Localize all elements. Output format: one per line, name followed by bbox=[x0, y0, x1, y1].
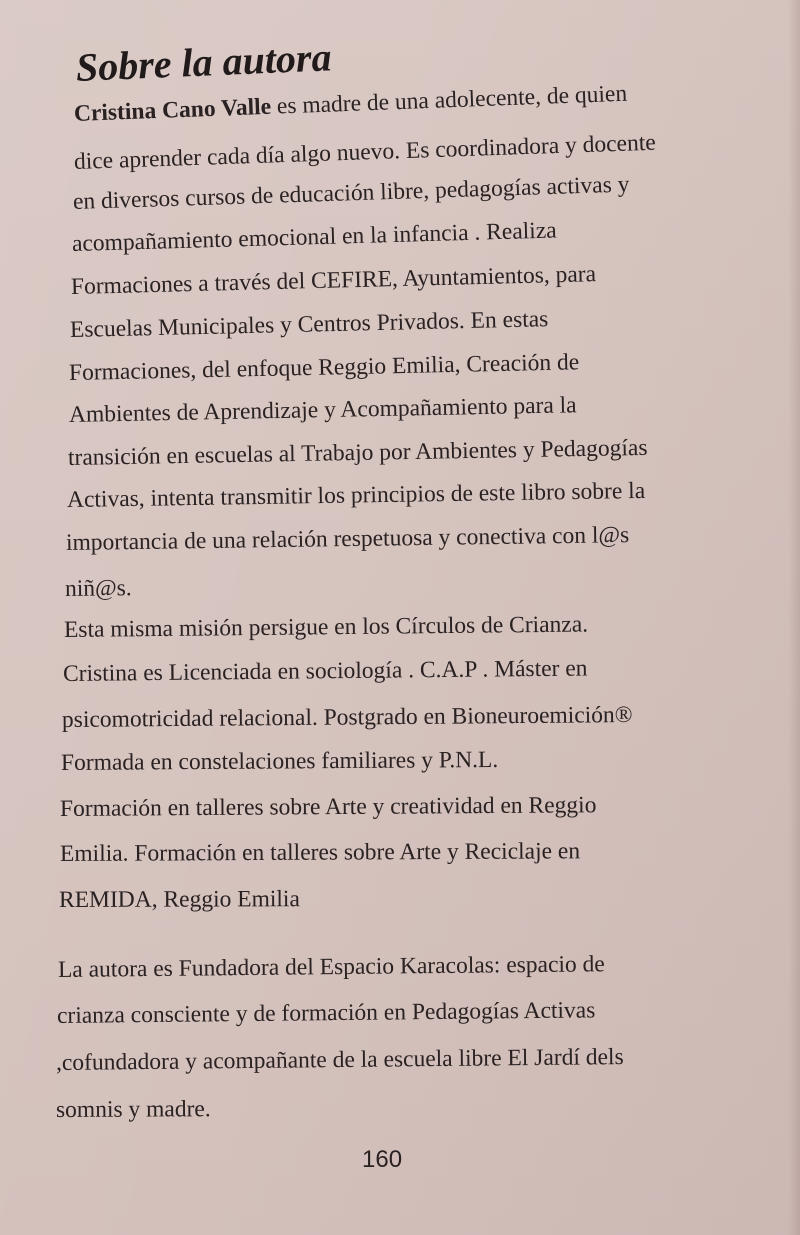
page-edge-shadow bbox=[788, 0, 800, 1235]
body-line-6: Escuelas Municipales y Centros Privados. En estas bbox=[69, 306, 549, 343]
body-line-16: Formada en constelaciones familiares y P.N.L. bbox=[60, 746, 499, 776]
body-line-2: dice aprender cada día algo nuevo. Es coordinadora y docente bbox=[73, 129, 657, 175]
body-line-21: crianza consciente y de formación en Pedagogías Activas bbox=[56, 997, 596, 1029]
section-title: Sobre la autora bbox=[75, 34, 333, 90]
body-line-13: Esta misma misión persigue en los Círculos de Crianza. bbox=[63, 611, 589, 643]
page-number: 160 bbox=[362, 1146, 403, 1173]
body-line-9: transición en escuelas al Trabajo por Ambientes y Pedagogías bbox=[67, 434, 648, 471]
body-line-1-text: es madre de una adolecente, de quien bbox=[270, 80, 628, 120]
body-line-12: niñ@s. bbox=[64, 575, 132, 602]
body-line-19: REMIDA, Reggio Emilia bbox=[58, 886, 300, 913]
body-line-17: Formación en talleres sobre Arte y creatividad en Reggio bbox=[59, 792, 597, 822]
body-line-7: Formaciones, del enfoque Reggio Emilia, Creación de bbox=[68, 349, 580, 386]
body-line-14: Cristina es Licenciada en sociología . C.A.P . Máster en bbox=[62, 655, 588, 687]
body-line-3: en diversos cursos de educación libre, pedagogías activas y bbox=[72, 171, 630, 215]
body-line-8: Ambientes de Aprendizaje y Acompañamiento para la bbox=[68, 392, 577, 428]
body-line-10: Activas, intenta transmitir los principios de este libro sobre la bbox=[66, 477, 646, 513]
body-line-4: acompañamiento emocional en la infancia . Realiza bbox=[71, 217, 557, 257]
body-line-18: Emilia. Formación en talleres sobre Arte y Reciclaje en bbox=[59, 838, 581, 867]
body-line-11: importancia de una relación respetuosa y conectiva con l@s bbox=[65, 522, 630, 556]
body-line-15: psicomotricidad relacional. Postgrado en Bioneuroemición® bbox=[61, 702, 633, 733]
body-line-5: Formaciones a través del CEFIRE, Ayuntamientos, para bbox=[70, 261, 597, 300]
body-line-22: ,cofundadora y acompañante de la escuela libre El Jardí dels bbox=[55, 1044, 624, 1076]
body-line-20: La autora es Fundadora del Espacio Karacolas: espacio de bbox=[57, 951, 605, 983]
show-through-shadow bbox=[400, 8, 560, 78]
body-line-23: somnis y madre. bbox=[55, 1096, 211, 1123]
author-name: Cristina Cano Valle bbox=[73, 93, 272, 127]
